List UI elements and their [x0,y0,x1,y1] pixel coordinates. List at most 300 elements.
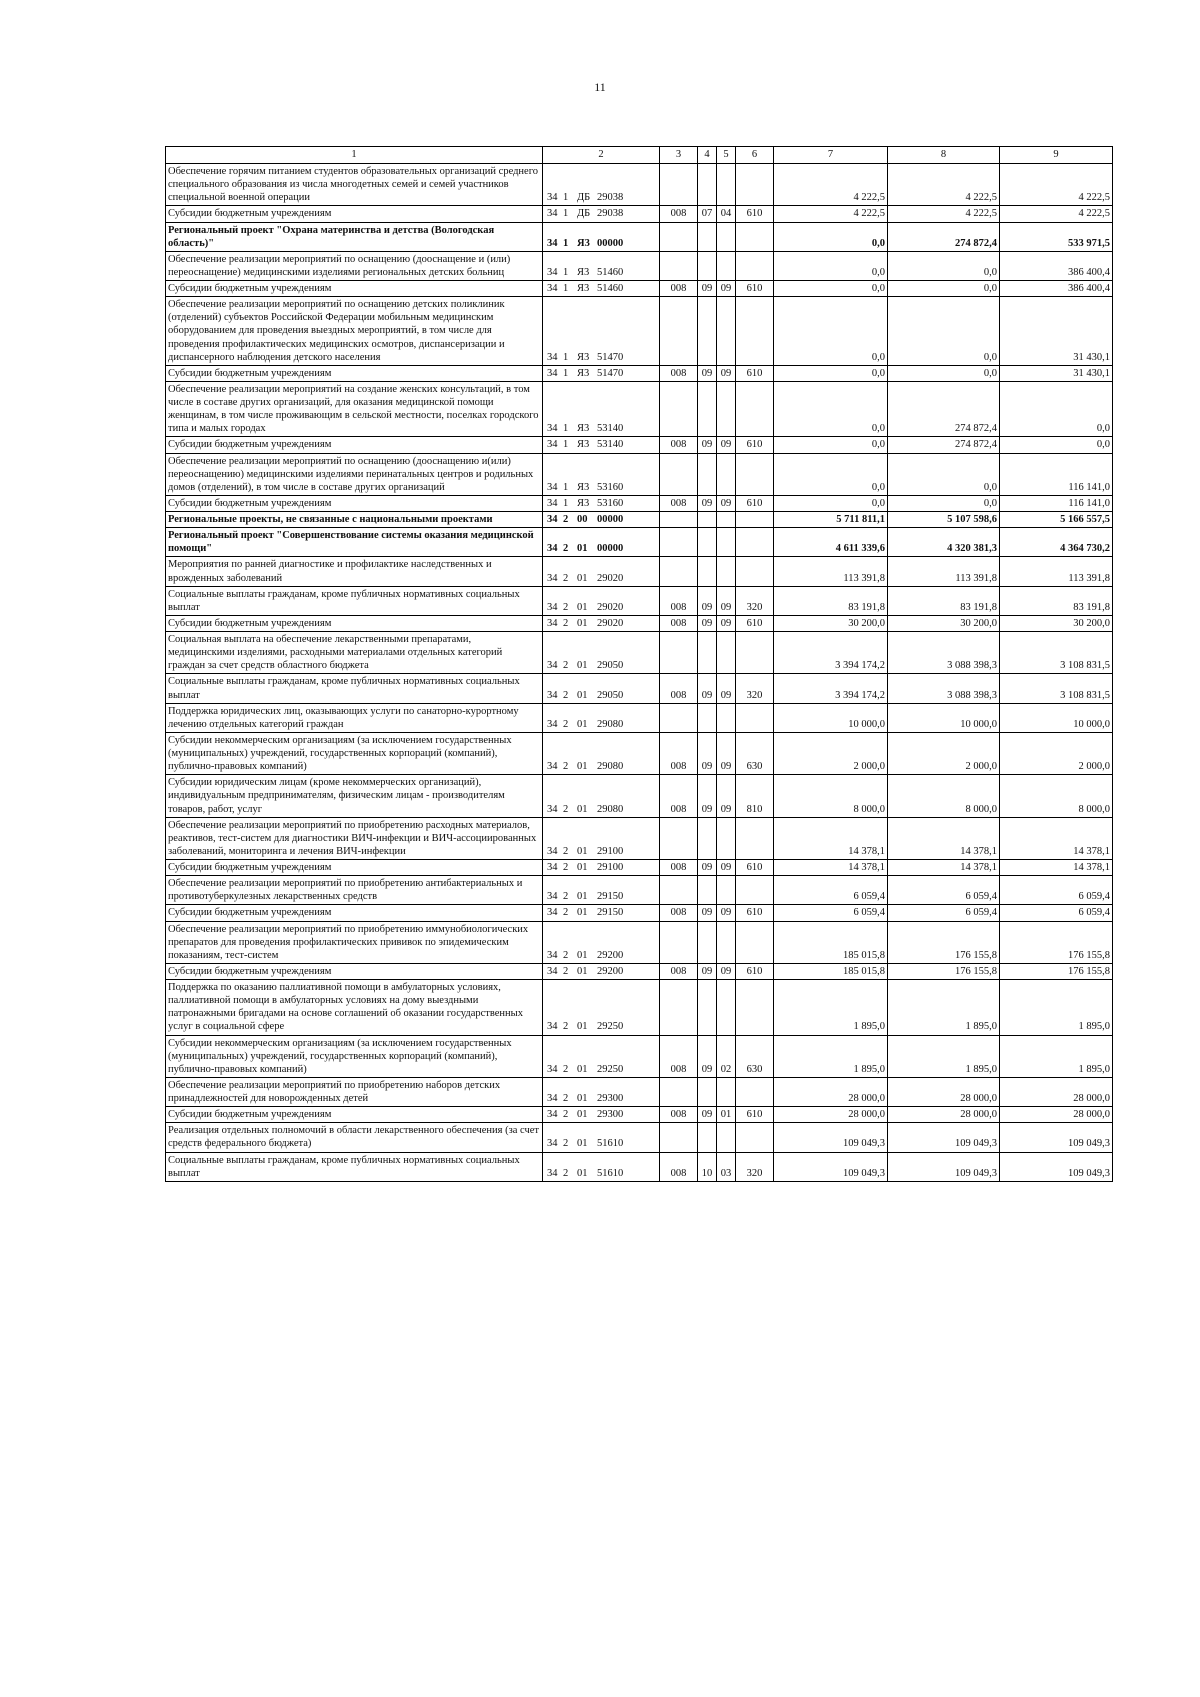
col-4-cell: 09 [698,1107,717,1123]
col-3-cell [660,381,698,437]
code-part: 01 [577,1093,588,1104]
code-part: 34 [547,481,558,493]
col-3-cell: 008 [660,495,698,511]
row-name: Субсидии бюджетным учреждениям [166,437,543,453]
col-9-cell: 533 971,5 [1000,222,1113,251]
row-name: Обеспечение реализации мероприятий по приобретению иммунобиологических препаратов для проведения профилактических прививок по эпидемическим показаниям, тест-систем [166,921,543,963]
col-7-cell: 185 015,8 [774,921,888,963]
col-5-cell: 01 [717,1107,736,1123]
col-5-cell [717,222,736,251]
col-5-cell: 09 [717,586,736,615]
col-5-cell [717,1077,736,1106]
col-3-cell: 008 [660,365,698,381]
col-4-cell [698,251,717,280]
row-name: Субсидии бюджетным учреждениям [166,963,543,979]
code-part: 34 [547,845,558,857]
header-row [166,147,1113,164]
col-9-cell: 1 895,0 [1000,980,1113,1036]
col-4-cell: 10 [698,1152,717,1181]
col-4-cell [698,297,717,366]
col-7-cell: 0,0 [774,297,888,366]
row-code [543,251,660,280]
col-9-cell: 6 059,4 [1000,876,1113,905]
table-row [166,615,1113,631]
col-6-cell: 610 [736,281,774,297]
col-4-cell: 09 [698,1035,717,1077]
row-name: Субсидии некоммерческим организациям (за исключением государственных (муниципальных) учреждений, государственных корпораций (компаний), публично-правовых компаний) [166,1035,543,1077]
code-part: 29300 [597,1109,624,1121]
col-4-cell: 09 [698,586,717,615]
row-name: Субсидии бюджетным учреждениям [166,905,543,921]
code-part: 34 [547,1021,558,1033]
col-7-cell: 0,0 [774,365,888,381]
code-part: 2 [563,1138,569,1150]
code-part: 34 [547,660,558,672]
col-8-cell: 109 049,3 [888,1123,1000,1152]
code-part: 34 [547,192,558,204]
col-8-cell: 4 320 381,3 [888,528,1000,557]
row-name: Региональные проекты, не связанные с национальными проектами [166,512,543,528]
code-part: 2 [563,660,569,672]
col-8-cell: 113 391,8 [888,557,1000,586]
row-name: Обеспечение горячим питанием студентов образовательных организаций среднего специального образования из числа многодетных семей и семей участников специальной военной операции [166,164,543,206]
code-part: 01 [577,1138,588,1150]
col-4-cell [698,817,717,859]
code-part: 29020 [597,572,624,584]
header-cell: 5 [717,147,736,164]
row-name: Субсидии бюджетным учреждениям [166,206,543,222]
code-part: 1 [563,208,569,220]
col-6-cell [736,1123,774,1152]
col-9-cell: 386 400,4 [1000,251,1113,280]
col-6-cell [736,876,774,905]
col-9-cell: 4 364 730,2 [1000,528,1113,557]
code-part: 29020 [597,617,624,629]
row-name: Обеспечение реализации мероприятий по оснащению (дооснащению и(или) переоснащению) медицинскими изделиями перинатальных центров и родильных домов (отделений), в том числе в составе других организаций [166,453,543,495]
row-name: Мероприятия по ранней диагностике и профилактике наследственных и врожденных заболеваний [166,557,543,586]
col-5-cell: 09 [717,495,736,511]
code-part: 29300 [597,1093,624,1104]
col-8-cell: 6 059,4 [888,905,1000,921]
row-code [543,905,660,921]
col-8-cell: 10 000,0 [888,703,1000,732]
row-name: Поддержка юридических лиц, оказывающих услуги по санаторно-курортному лечению отдельных категорий граждан [166,703,543,732]
code-part: 2 [563,965,569,977]
code-part: 34 [547,601,558,613]
col-8-cell: 0,0 [888,281,1000,297]
col-3-cell: 008 [660,615,698,631]
row-name: Поддержка по оказанию паллиативной помощи в амбулаторных условиях, паллиативной помощи в амбулаторных условиях на дому выездными патронажными бригадами на основе соглашений об оказании государственных услуг в социальной сфере [166,980,543,1036]
code-part: 34 [547,949,558,961]
row-name: Обеспечение реализации мероприятий по приобретению расходных материалов, реактивов, тест-систем для диагностики ВИЧ-инфекции и ВИЧ-ассоциированных заболеваний, мониторинга и лечения ВИЧ-инфекции [166,817,543,859]
code-part: 53140 [597,423,624,435]
col-6-cell: 610 [736,860,774,876]
col-9-cell: 31 430,1 [1000,297,1113,366]
code-part: 29038 [597,208,624,220]
col-3-cell: 008 [660,732,698,774]
code-part: 2 [563,514,569,525]
col-4-cell: 09 [698,860,717,876]
table-row [166,528,1113,557]
code-part: 01 [577,543,588,555]
row-name: Обеспечение реализации мероприятий на создание женских консультаций, в том числе в составе других организаций, для оказания медицинской помощи женщинам, в том числе проживающим в сельской местности, поселках городского типа и малых городах [166,381,543,437]
col-7-cell: 30 200,0 [774,615,888,631]
table-row [166,674,1113,703]
code-part: 34 [547,208,558,220]
col-9-cell: 10 000,0 [1000,703,1113,732]
col-6-cell [736,528,774,557]
col-5-cell [717,528,736,557]
row-name: Субсидии некоммерческим организациям (за исключением государственных (муниципальных) учреждений, государственных корпораций (компаний), публично-правовых компаний) [166,732,543,774]
col-3-cell [660,876,698,905]
code-part: 01 [577,1021,588,1033]
col-7-cell: 6 059,4 [774,876,888,905]
col-4-cell [698,921,717,963]
col-5-cell: 09 [717,860,736,876]
col-3-cell: 008 [660,775,698,817]
col-6-cell [736,1077,774,1106]
col-5-cell [717,921,736,963]
row-name: Субсидии бюджетным учреждениям [166,281,543,297]
code-part: 29020 [597,601,624,613]
col-9-cell: 3 108 831,5 [1000,632,1113,674]
row-code [543,365,660,381]
table-row [166,703,1113,732]
col-8-cell: 2 000,0 [888,732,1000,774]
code-part: 2 [563,845,569,857]
col-4-cell: 09 [698,775,717,817]
col-4-cell [698,557,717,586]
row-code [543,164,660,206]
row-name: Субсидии бюджетным учреждениям [166,365,543,381]
table-row [166,222,1113,251]
row-code [543,1107,660,1123]
col-4-cell [698,164,717,206]
col-9-cell: 4 222,5 [1000,206,1113,222]
col-3-cell [660,1123,698,1152]
row-code [543,381,660,437]
code-part: Я3 [577,423,590,435]
code-part: 51470 [597,367,624,379]
col-5-cell [717,297,736,366]
col-9-cell: 113 391,8 [1000,557,1113,586]
col-6-cell: 610 [736,365,774,381]
col-4-cell [698,453,717,495]
code-part: 34 [547,617,558,629]
col-8-cell: 1 895,0 [888,1035,1000,1077]
code-part: 00000 [597,514,624,525]
code-part: 34 [547,1063,558,1075]
table-row [166,632,1113,674]
col-7-cell: 109 049,3 [774,1152,888,1181]
col-3-cell: 008 [660,437,698,453]
code-part: 34 [547,237,558,249]
code-part: 01 [577,660,588,672]
row-code [543,674,660,703]
code-part: 1 [563,237,569,249]
code-part: 34 [547,803,558,815]
code-part: 29038 [597,192,624,204]
col-8-cell: 6 059,4 [888,876,1000,905]
table-row [166,586,1113,615]
col-6-cell [736,512,774,528]
code-part: 34 [547,283,558,294]
col-5-cell: 03 [717,1152,736,1181]
table-row [166,732,1113,774]
col-4-cell [698,381,717,437]
row-code [543,281,660,297]
col-5-cell [717,1123,736,1152]
code-part: 34 [547,514,558,525]
col-7-cell: 5 711 811,1 [774,512,888,528]
col-7-cell: 3 394 174,2 [774,674,888,703]
col-7-cell: 3 394 174,2 [774,632,888,674]
col-3-cell: 008 [660,963,698,979]
code-part: 34 [547,367,558,379]
code-part: 00 [577,514,588,525]
row-code [543,528,660,557]
row-code [543,921,660,963]
col-5-cell [717,703,736,732]
col-9-cell: 28 000,0 [1000,1107,1113,1123]
col-6-cell: 630 [736,732,774,774]
code-part: 34 [547,1109,558,1121]
col-6-cell: 320 [736,586,774,615]
col-9-cell: 109 049,3 [1000,1152,1113,1181]
col-3-cell [660,222,698,251]
row-code [543,557,660,586]
col-7-cell: 28 000,0 [774,1107,888,1123]
code-part: 1 [563,439,569,451]
row-code [543,1152,660,1181]
col-8-cell: 4 222,5 [888,164,1000,206]
col-3-cell [660,632,698,674]
col-8-cell: 274 872,4 [888,437,1000,453]
code-part: 51460 [597,266,624,278]
table-row [166,512,1113,528]
code-part: 1 [563,497,569,509]
table-row [166,1123,1113,1152]
col-4-cell: 09 [698,732,717,774]
table-row [166,860,1113,876]
col-4-cell: 09 [698,963,717,979]
code-part: 01 [577,761,588,773]
code-part: 01 [577,907,588,919]
code-part: 29050 [597,689,624,701]
col-5-cell: 09 [717,674,736,703]
col-6-cell [736,164,774,206]
col-6-cell: 320 [736,1152,774,1181]
table-row [166,963,1113,979]
code-part: 53140 [597,439,624,451]
col-3-cell [660,297,698,366]
col-4-cell: 09 [698,905,717,921]
row-code [543,1035,660,1077]
col-7-cell: 185 015,8 [774,963,888,979]
code-part: Я3 [577,351,590,363]
col-9-cell: 14 378,1 [1000,860,1113,876]
col-6-cell: 610 [736,905,774,921]
header-cell: 6 [736,147,774,164]
col-3-cell [660,1077,698,1106]
header-cell: 3 [660,147,698,164]
col-3-cell: 008 [660,905,698,921]
code-part: 29150 [597,907,624,919]
row-code [543,512,660,528]
col-9-cell: 109 049,3 [1000,1123,1113,1152]
col-5-cell: 09 [717,615,736,631]
code-part: Я3 [577,266,590,278]
code-part: 1 [563,351,569,363]
col-9-cell: 4 222,5 [1000,164,1113,206]
col-9-cell: 31 430,1 [1000,365,1113,381]
col-5-cell: 09 [717,365,736,381]
col-4-cell: 09 [698,615,717,631]
col-7-cell: 0,0 [774,437,888,453]
col-3-cell: 008 [660,281,698,297]
code-part: 29150 [597,891,624,903]
table-row [166,1035,1113,1077]
table-row [166,381,1113,437]
col-8-cell: 4 222,5 [888,206,1000,222]
table-row [166,251,1113,280]
col-4-cell: 09 [698,437,717,453]
row-name: Обеспечение реализации мероприятий по приобретению наборов детских принадлежностей для новорожденных детей [166,1077,543,1106]
table-row [166,775,1113,817]
code-part: 34 [547,423,558,435]
col-6-cell: 320 [736,674,774,703]
col-8-cell: 3 088 398,3 [888,632,1000,674]
col-5-cell: 09 [717,905,736,921]
table-row [166,206,1113,222]
table-row [166,817,1113,859]
code-part: 2 [563,761,569,773]
code-part: 29050 [597,660,624,672]
col-4-cell: 09 [698,365,717,381]
col-9-cell: 28 000,0 [1000,1077,1113,1106]
code-part: 1 [563,283,569,294]
row-code [543,615,660,631]
code-part: 2 [563,949,569,961]
row-code [543,437,660,453]
col-5-cell [717,817,736,859]
col-9-cell: 3 108 831,5 [1000,674,1113,703]
col-9-cell: 6 059,4 [1000,905,1113,921]
col-3-cell: 008 [660,674,698,703]
header-cell: 8 [888,147,1000,164]
col-4-cell [698,876,717,905]
table-row [166,876,1113,905]
col-9-cell: 0,0 [1000,381,1113,437]
col-7-cell: 0,0 [774,381,888,437]
code-part: 53160 [597,481,624,493]
table-row [166,1107,1113,1123]
row-code [543,1077,660,1106]
col-8-cell: 14 378,1 [888,860,1000,876]
col-7-cell: 0,0 [774,281,888,297]
col-8-cell: 5 107 598,6 [888,512,1000,528]
col-8-cell: 0,0 [888,453,1000,495]
row-code [543,775,660,817]
col-9-cell: 30 200,0 [1000,615,1113,631]
code-part: 00000 [597,237,624,249]
code-part: 2 [563,1109,569,1121]
col-6-cell [736,251,774,280]
code-part: 2 [563,1063,569,1075]
col-5-cell: 09 [717,437,736,453]
code-part: 01 [577,601,588,613]
code-part: 2 [563,617,569,629]
table-row [166,297,1113,366]
col-5-cell: 09 [717,775,736,817]
col-8-cell: 28 000,0 [888,1107,1000,1123]
row-code [543,817,660,859]
col-8-cell: 1 895,0 [888,980,1000,1036]
col-6-cell [736,921,774,963]
col-8-cell: 176 155,8 [888,921,1000,963]
code-part: Я3 [577,367,590,379]
col-8-cell: 30 200,0 [888,615,1000,631]
code-part: 34 [547,862,558,873]
col-3-cell [660,557,698,586]
col-5-cell: 09 [717,732,736,774]
col-9-cell: 176 155,8 [1000,963,1113,979]
row-name: Обеспечение реализации мероприятий по оснащению детских поликлиник (отделений) субъектов Российской Федерации мобильным медицинским оборудованием для проведения выездных мероприятий, в том числе для проведения профилактических медицинских осмотров, диспансеризации и диспансерного наблюдения детского населения [166,297,543,366]
table-row [166,365,1113,381]
table-row [166,980,1113,1036]
table-row [166,495,1113,511]
col-6-cell [736,297,774,366]
col-8-cell: 274 872,4 [888,222,1000,251]
page-number: 11 [594,80,606,94]
col-3-cell: 008 [660,860,698,876]
code-part: 2 [563,572,569,584]
code-part: 34 [547,351,558,363]
code-part: 01 [577,1109,588,1121]
code-part: 1 [563,192,569,204]
code-part: 29080 [597,718,624,730]
table-row [166,1152,1113,1181]
code-part: 2 [563,718,569,730]
col-6-cell: 810 [736,775,774,817]
col-9-cell: 5 166 557,5 [1000,512,1113,528]
code-part: 2 [563,543,569,555]
col-7-cell: 8 000,0 [774,775,888,817]
col-5-cell [717,557,736,586]
code-part: Я3 [577,481,590,493]
code-part: 34 [547,572,558,584]
col-7-cell: 83 191,8 [774,586,888,615]
code-part: 1 [563,423,569,435]
code-part: ДБ [577,208,591,220]
col-6-cell [736,381,774,437]
code-part: 1 [563,481,569,493]
row-code [543,1123,660,1152]
col-4-cell [698,222,717,251]
row-name: Субсидии бюджетным учреждениям [166,495,543,511]
col-8-cell: 14 378,1 [888,817,1000,859]
code-part: 01 [577,845,588,857]
row-code [543,222,660,251]
col-7-cell: 28 000,0 [774,1077,888,1106]
row-name: Региональный проект "Охрана материнства и детства (Вологодская область)" [166,222,543,251]
code-part: 34 [547,1138,558,1150]
col-9-cell: 0,0 [1000,437,1113,453]
row-code [543,963,660,979]
col-4-cell: 09 [698,674,717,703]
header-cell: 2 [543,147,660,164]
code-part: 01 [577,862,588,873]
